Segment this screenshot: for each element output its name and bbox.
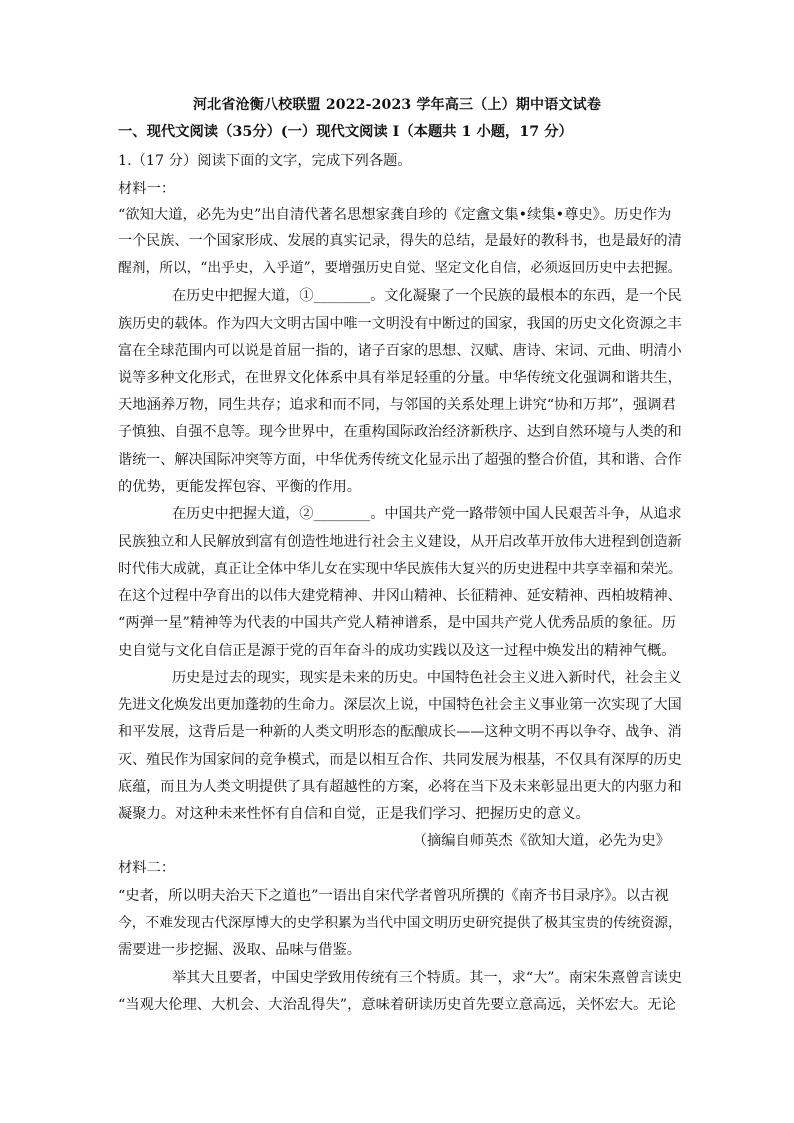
paragraph-line: 在这个过程中孕育出的以伟大建党精神、井冈山精神、长征精神、延安精神、西柏坡精神、 — [118, 588, 682, 604]
material-one-label: 材料一： — [118, 181, 176, 197]
paragraph-line: 历史是过去的现实，现实是未来的历史。中国特色社会主义进入新时代，社会主义 — [172, 670, 682, 686]
material-two-label: 材料二： — [118, 860, 176, 876]
section-heading: 一、现代文阅读（35分）(一）现代文阅读 I（本题共 1 小题，17 分） — [118, 124, 573, 140]
paragraph-line: 先进文化焕发出更加蓬勃的生命力。深层次上说，中国特色社会主义事业第一次实现了大国 — [118, 697, 682, 713]
paragraph-line: 醒剂，所以，“出乎史，入乎道”，要增强历史自觉、坚定文化自信，必须返回历史中去把握。 — [118, 260, 682, 276]
paragraph-line: 需要进一步挖掘、汲取、品味与借鉴。 — [118, 942, 362, 958]
paragraph-line: 的优势，更能发挥包容、平衡的作用。 — [118, 479, 362, 495]
paragraph-line: “欲知大道，必先为史”出自清代著名思想家龚自珍的《定盦文集•续集•尊史》。历史作为 — [118, 207, 672, 223]
question-prompt: 1.（17 分）阅读下面的文字，完成下列各题。 — [118, 153, 412, 169]
paragraph-line: 底蕴，而且为人类文明提供了具有超越性的方案，必将在当下及未来彰显出更大的内驱力和 — [118, 779, 682, 795]
paragraph-line: “当观大伦理、大机会、大治乱得失”，意味着研读历史首先要立意高远，关怀宏大。无论 — [118, 997, 676, 1013]
paragraph-line: 富在全球范围内可以说是首屈一指的，诸子百家的思想、汉赋、唐诗、宋词、元曲、明清小 — [118, 343, 682, 359]
paragraph-line: 谐统一、解决国际冲突等方面，中华优秀传统文化显示出了超强的整合价值，其和谐、合作 — [118, 452, 682, 468]
paragraph-line: 灭、殖民作为国家间的竞争模式，而是以相互合作、共同发展为根基，不仅具有深厚的历史 — [118, 752, 682, 768]
source-citation: （摘编自师英杰《欲知大道，必先为史》 — [412, 833, 670, 849]
paragraph-line: 时代伟大成就，真正让全体中华儿女在实现中华民族伟大复兴的历史进程中共享幸福和荣光。 — [118, 561, 682, 577]
paragraph-line: 史自觉与文化自信正是源于党的百年奋斗的成功实践以及这一过程中焕发出的精神气概。 — [118, 643, 676, 659]
paragraph-line: 举其大且要者，中国史学致用传统有三个特质。其一，求“大”。南宋朱熹曾言读史 — [172, 970, 682, 986]
paragraph-line: 今，不难发现古代深厚博大的史学积累为当代中国文明历史研究提供了极其宝贵的传统资源， — [118, 915, 682, 931]
paragraph-line: “史者，所以明夫治天下之道也”一语出自宋代学者曾巩所撰的《南齐书目录序》。以古视 — [118, 888, 669, 904]
paragraph-line: 天地涵养万物，同生共存；追求和而不同，与邻国的关系处理上讲究“协和万邦”，强调君 — [118, 397, 676, 413]
paragraph-line: 凝聚力。对这种未来性怀有自信和自觉，正是我们学习、把握历史的意义。 — [118, 806, 590, 822]
paragraph-line: 民族独立和人民解放到富有创造性地进行社会主义建设，从开启改革开放伟大进程到创造新 — [118, 534, 682, 550]
paragraph-line: 族历史的载体。作为四大文明古国中唯一文明没有中断过的国家，我国的历史文化资源之丰 — [118, 316, 682, 332]
paragraph-line: 和平发展，这背后是一种新的人类文明形态的酝酿成长——这种文明不再以争夺、战争、消 — [118, 724, 682, 740]
paragraph-line: 一个民族、一个国家形成、发展的真实记录，得失的总结，是最好的教科书，也是最好的清 — [118, 233, 682, 249]
paragraph-line: 子慎独、自强不息等。现今世界中，在重构国际政治经济新秩序、达到自然环境与人类的和 — [118, 424, 682, 440]
exam-title: 河北省沧衡八校联盟 2022-2023 学年高三（上）期中语文试卷 — [192, 97, 602, 113]
paragraph-line: 在历史中把握大道，②________。中国共产党一路带领中国人民艰苦斗争，从追求 — [172, 506, 682, 522]
paragraph-line: 说等多种文化形式，在世界文化体系中具有举足轻重的分量。中华传统文化强调和谐共生， — [118, 370, 682, 386]
paragraph-line: “两弹一星”精神等为代表的中国共产党人精神谱系，是中国共产党人优秀品质的象征。历 — [118, 615, 676, 631]
paragraph-line: 在历史中把握大道，①________。文化凝聚了一个民族的最根本的东西，是一个民 — [172, 288, 682, 304]
